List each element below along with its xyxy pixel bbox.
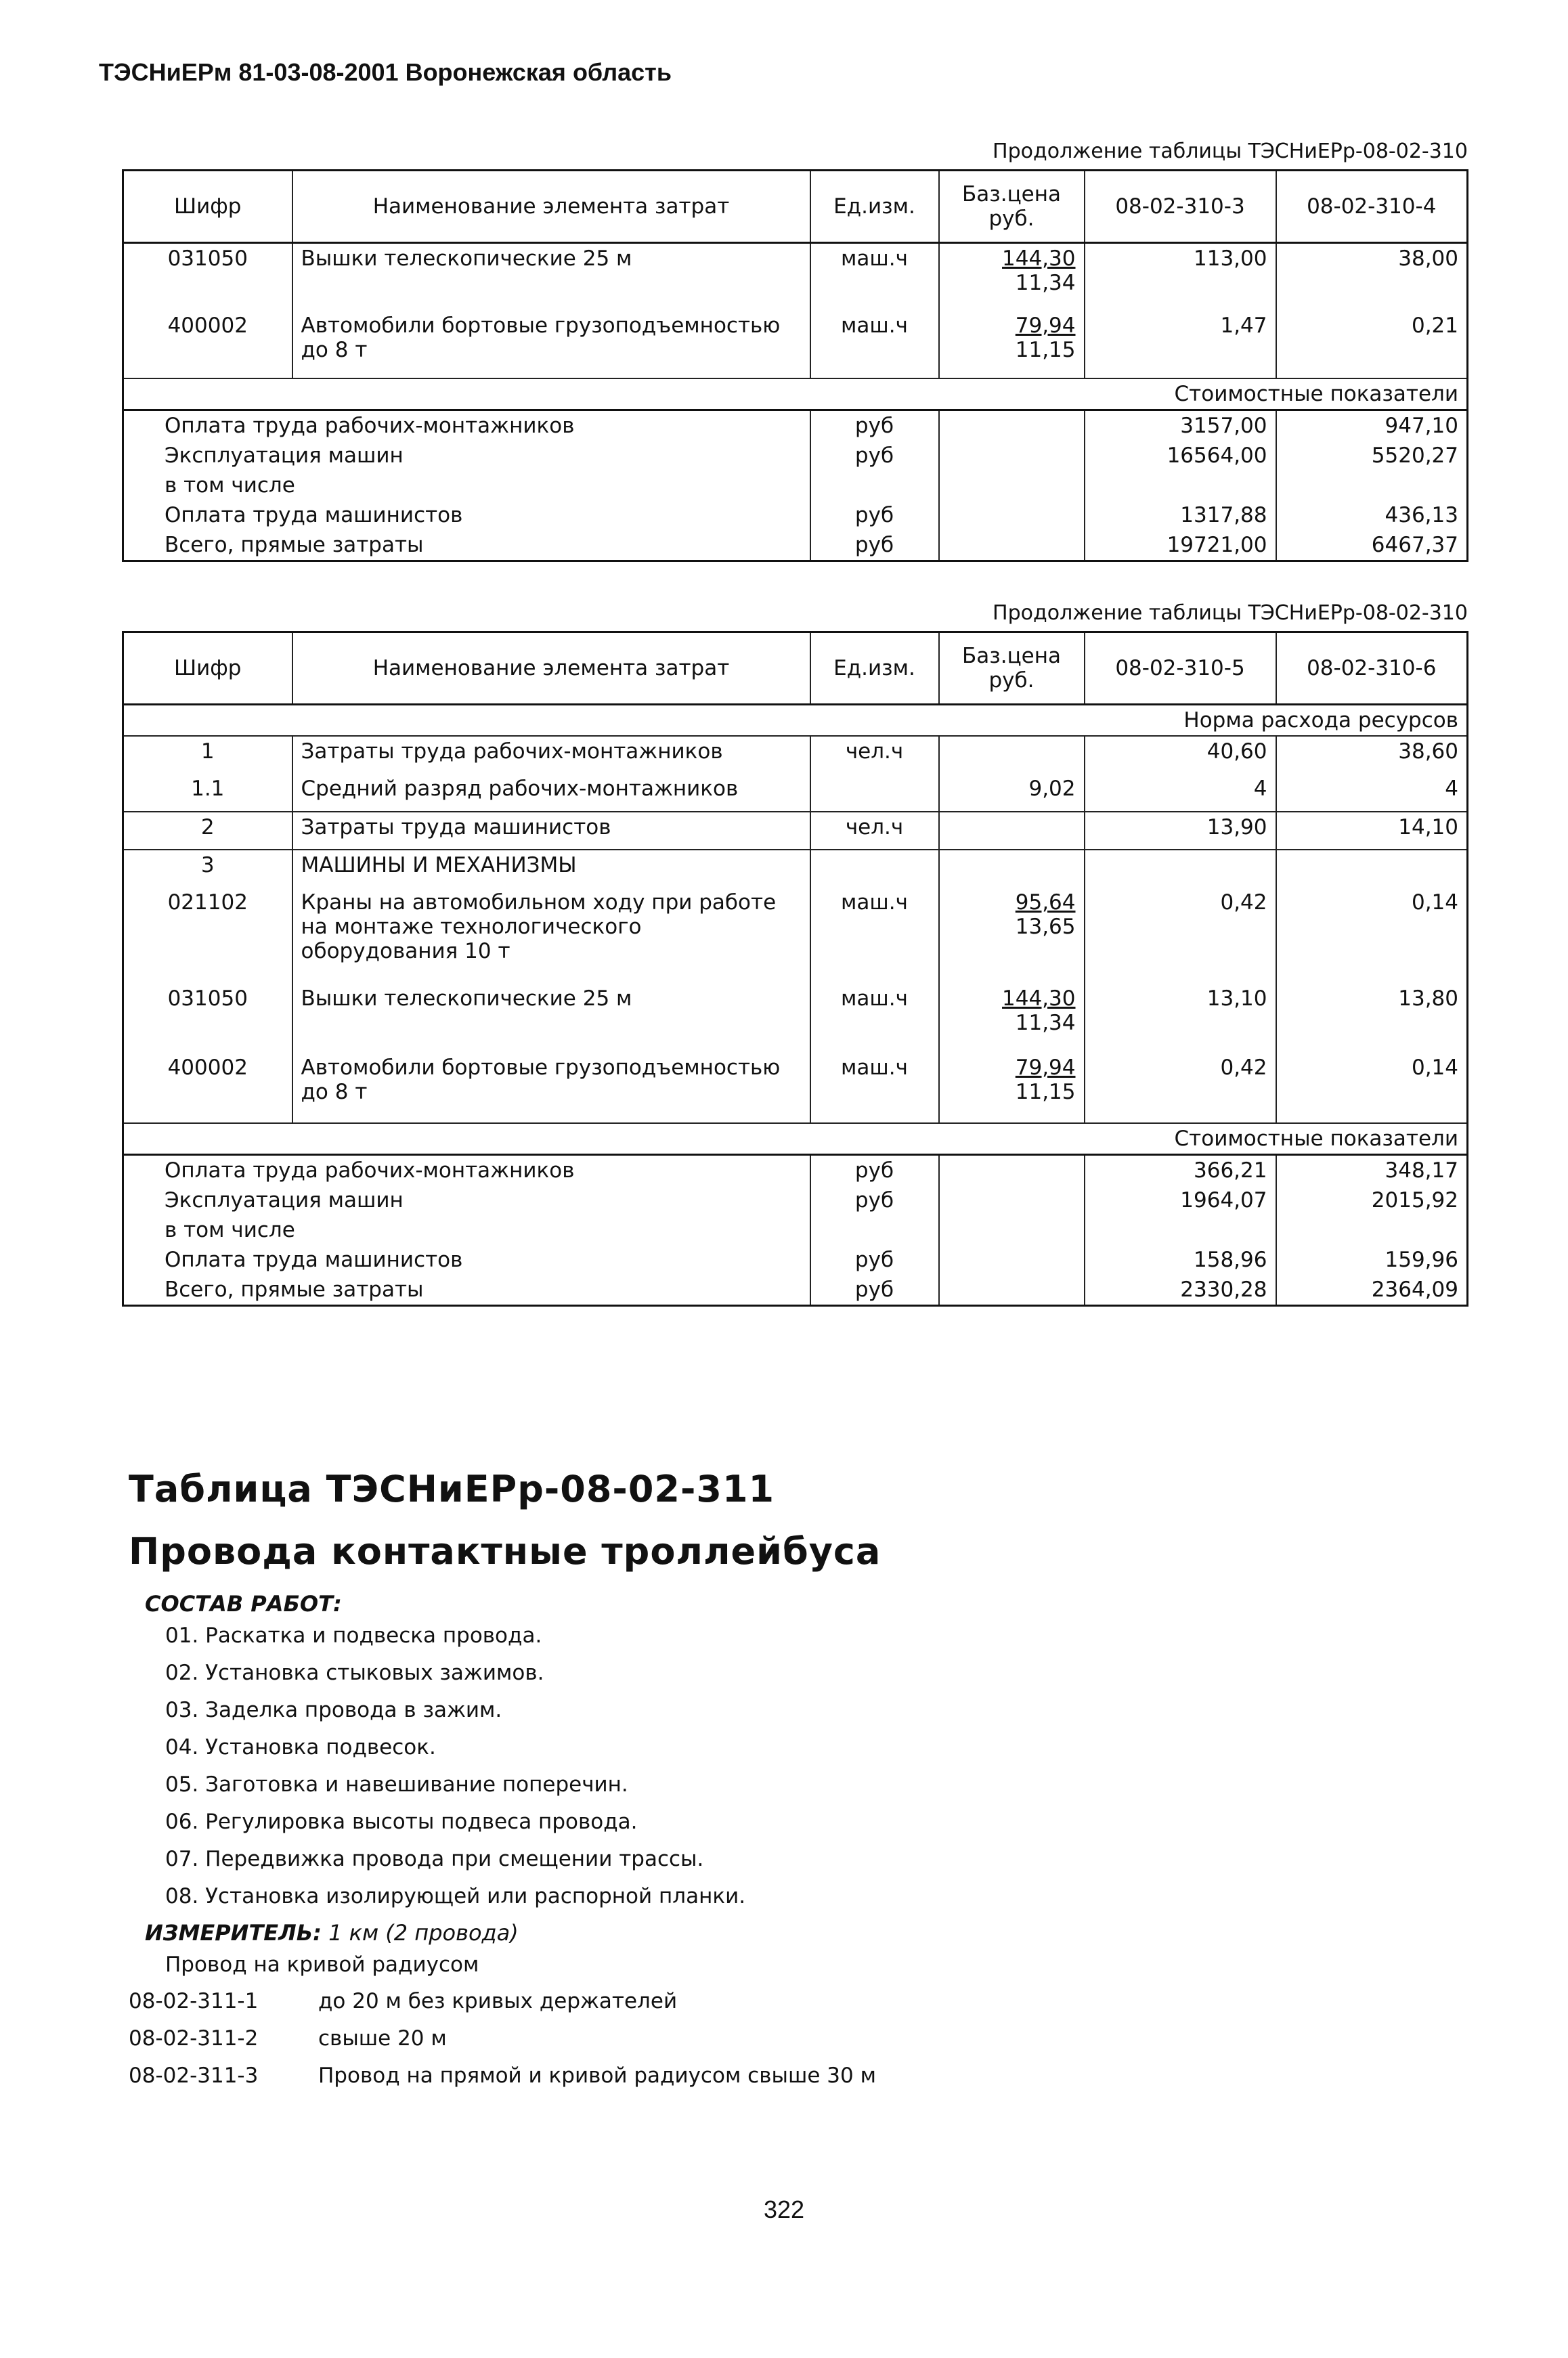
cost-unit: [810, 1215, 939, 1245]
cost-v2: 6467,37: [1276, 530, 1468, 561]
cost-v1: [1085, 471, 1276, 500]
cost-row: [123, 500, 1468, 530]
variant-text: свыше 20 м: [318, 2026, 447, 2051]
work-item: 01. Раскатка и подвеска провода.: [165, 1623, 542, 1648]
cost-v2: 436,13: [1276, 500, 1468, 530]
variant-code: 08-02-311-2: [129, 2026, 259, 2051]
cost-row: [123, 530, 1468, 561]
row-code: 021102: [123, 888, 292, 984]
cost-v1: 19721,00: [1085, 530, 1276, 561]
variant-text: Провод на прямой и кривой радиусом свыше 30 м: [318, 2064, 876, 2088]
cost-row: [123, 471, 1468, 500]
table1-header-row: [123, 171, 1468, 243]
section-row: [123, 705, 1468, 737]
cost-label: Оплата труда машинистов: [123, 1245, 810, 1275]
price-base: 144,30: [1002, 246, 1076, 271]
col-price-header: Баз.цена руб.: [939, 171, 1085, 243]
price-wage: 11,34: [1015, 271, 1076, 295]
row-unit: маш.ч: [810, 984, 939, 1053]
row-unit: маш.ч: [810, 1053, 939, 1123]
cost-v2: 2364,09: [1276, 1275, 1468, 1306]
row-unit: маш.ч: [810, 888, 939, 984]
row-v2: 0,14: [1276, 1053, 1468, 1123]
row-unit: маш.ч: [810, 311, 939, 378]
document-header: ТЭСНиЕРм 81-03-08-2001 Воронежская область: [99, 58, 672, 86]
cost-price: [939, 1155, 1085, 1186]
row-v1: 4: [1085, 774, 1276, 812]
row-price: [939, 1053, 1085, 1123]
row-v2: 13,80: [1276, 984, 1468, 1053]
col-v1-header: 08-02-310-5: [1085, 632, 1276, 705]
table-row: [123, 984, 1468, 1053]
work-item: 07. Передвижка провода при смещении трассы.: [165, 1847, 704, 1871]
section-row: [123, 378, 1468, 410]
work-item: 06. Регулировка высоты подвеса провода.: [165, 1810, 638, 1834]
table-title: Таблица ТЭСНиЕРр-08-02-311: [129, 1468, 775, 1510]
col-v2-header: 08-02-310-4: [1276, 171, 1468, 243]
row-v2: 38,60: [1276, 736, 1468, 774]
cost-unit: [810, 471, 939, 500]
row-code: 3: [123, 850, 292, 888]
row-price: [939, 243, 1085, 311]
table1: [122, 169, 1468, 562]
cost-price: [939, 441, 1085, 471]
row-unit: маш.ч: [810, 243, 939, 311]
table-row: [123, 243, 1468, 311]
cost-label: Эксплуатация машин: [123, 441, 810, 471]
cost-unit: руб: [810, 1275, 939, 1306]
row-price: 9,02: [939, 774, 1085, 812]
table1-caption: Продолжение таблицы ТЭСНиЕРр-08-02-310: [993, 139, 1468, 163]
row-v2: [1276, 850, 1468, 888]
work-item: 05. Заготовка и навешивание поперечин.: [165, 1772, 628, 1797]
measure-value: 1 км (2 провода): [328, 1920, 519, 1946]
table-row: [123, 736, 1468, 774]
works-heading: СОСТАВ РАБОТ:: [145, 1591, 342, 1617]
cost-v1: 158,96: [1085, 1245, 1276, 1275]
cost-v1: 366,21: [1085, 1155, 1276, 1186]
row-code: 031050: [123, 243, 292, 311]
cost-price: [939, 1185, 1085, 1215]
cost-unit: руб: [810, 410, 939, 441]
cost-v1: 1964,07: [1085, 1185, 1276, 1215]
row-unit: [810, 850, 939, 888]
variant-text: до 20 м без кривых держателей: [318, 1989, 678, 2013]
row-code: 400002: [123, 1053, 292, 1123]
cost-label: Всего, прямые затраты: [123, 530, 810, 561]
cost-unit: руб: [810, 530, 939, 561]
table-row: [123, 774, 1468, 812]
row-name: Вышки телескопические 25 м: [292, 984, 810, 1053]
row-name: Средний разряд рабочих-монтажников: [292, 774, 810, 812]
row-v2: 38,00: [1276, 243, 1468, 311]
row-v1: [1085, 850, 1276, 888]
col-name-header: Наименование элемента затрат: [292, 632, 810, 705]
cost-v2: [1276, 1215, 1468, 1245]
col-code-header: Шифр: [123, 632, 292, 705]
cost-v2: 947,10: [1276, 410, 1468, 441]
measure-line: [145, 1920, 519, 1946]
col-name-header: Наименование элемента затрат: [292, 171, 810, 243]
cost-unit: руб: [810, 1245, 939, 1275]
row-price: [939, 311, 1085, 378]
cost-label: в том числе: [123, 471, 810, 500]
cost-price: [939, 530, 1085, 561]
measure-label: ИЗМЕРИТЕЛЬ:: [145, 1920, 322, 1946]
cost-row: [123, 1245, 1468, 1275]
table-row: [123, 311, 1468, 378]
cost-label: Всего, прямые затраты: [123, 1275, 810, 1306]
row-v2: 14,10: [1276, 812, 1468, 850]
variants-group-label: Провод на кривой радиусом: [165, 1952, 479, 1977]
row-price: [939, 850, 1085, 888]
cost-unit: руб: [810, 1155, 939, 1186]
cost-v1: 1317,88: [1085, 500, 1276, 530]
cost-v2: 2015,92: [1276, 1185, 1468, 1215]
price-wage: 13,65: [1015, 915, 1076, 939]
table-row: [123, 812, 1468, 850]
price-wage: 11,15: [1015, 337, 1076, 362]
table-row: [123, 1053, 1468, 1123]
row-v2: 4: [1276, 774, 1468, 812]
cost-v1: 16564,00: [1085, 441, 1276, 471]
cost-price: [939, 410, 1085, 441]
table2-caption: Продолжение таблицы ТЭСНиЕРр-08-02-310: [993, 601, 1468, 625]
row-v1: 13,90: [1085, 812, 1276, 850]
cost-label: Эксплуатация машин: [123, 1185, 810, 1215]
row-name: Затраты труда рабочих-монтажников: [292, 736, 810, 774]
row-v1: 0,42: [1085, 1053, 1276, 1123]
row-code: 031050: [123, 984, 292, 1053]
cost-price: [939, 1215, 1085, 1245]
table-row: [123, 850, 1468, 888]
table2: [122, 631, 1468, 1307]
cost-row: [123, 1185, 1468, 1215]
variant-code: 08-02-311-1: [129, 1989, 259, 2013]
row-unit: [810, 774, 939, 812]
row-price: [939, 888, 1085, 984]
cost-section-label: Стоимостные показатели: [123, 378, 1468, 410]
row-name: МАШИНЫ И МЕХАНИЗМЫ: [292, 850, 810, 888]
cost-row: [123, 1275, 1468, 1306]
cost-v2: [1276, 471, 1468, 500]
row-price: [939, 736, 1085, 774]
row-v1: 0,42: [1085, 888, 1276, 984]
col-unit-header: Ед.изм.: [810, 171, 939, 243]
cost-row: [123, 1155, 1468, 1186]
row-code: 1.1: [123, 774, 292, 812]
table-row: [123, 888, 1468, 984]
row-v2: 0,14: [1276, 888, 1468, 984]
cost-v1: 3157,00: [1085, 410, 1276, 441]
row-code: 1: [123, 736, 292, 774]
cost-v1: 2330,28: [1085, 1275, 1276, 1306]
cost-row: [123, 1215, 1468, 1245]
cost-price: [939, 1245, 1085, 1275]
table2-header-row: [123, 632, 1468, 705]
cost-price: [939, 500, 1085, 530]
col-v1-header: 08-02-310-3: [1085, 171, 1276, 243]
price-wage: 11,15: [1015, 1080, 1076, 1104]
col-v2-header: 08-02-310-6: [1276, 632, 1468, 705]
col-unit-header: Ед.изм.: [810, 632, 939, 705]
row-price: [939, 812, 1085, 850]
work-item: 03. Заделка провода в зажим.: [165, 1698, 502, 1722]
section-row: [123, 1123, 1468, 1155]
row-code: 2: [123, 812, 292, 850]
row-v1: 1,47: [1085, 311, 1276, 378]
col-code-header: Шифр: [123, 171, 292, 243]
row-v2: 0,21: [1276, 311, 1468, 378]
price-base: 79,94: [1015, 1055, 1076, 1080]
work-item: 04. Установка подвесок.: [165, 1735, 436, 1760]
cost-price: [939, 1275, 1085, 1306]
row-v1: 13,10: [1085, 984, 1276, 1053]
row-name: Затраты труда машинистов: [292, 812, 810, 850]
cost-row: [123, 410, 1468, 441]
cost-section-label: Стоимостные показатели: [123, 1123, 1468, 1155]
row-price: [939, 984, 1085, 1053]
row-name: Автомобили бортовые грузоподъемностью до 8 т: [292, 1053, 810, 1123]
row-v1: 40,60: [1085, 736, 1276, 774]
row-code: 400002: [123, 311, 292, 378]
row-name: Краны на автомобильном ходу при работе на монтаже технологического оборудования 10 т: [292, 888, 810, 984]
cost-v2: 159,96: [1276, 1245, 1468, 1275]
col-price-header: Баз.цена руб.: [939, 632, 1085, 705]
cost-v2: 5520,27: [1276, 441, 1468, 471]
page-number: 322: [763, 2196, 805, 2223]
cost-unit: руб: [810, 441, 939, 471]
cost-label: Оплата труда рабочих-монтажников: [123, 410, 810, 441]
row-v1: 113,00: [1085, 243, 1276, 311]
cost-label: в том числе: [123, 1215, 810, 1245]
price-base: 144,30: [1002, 986, 1076, 1011]
cost-v2: 348,17: [1276, 1155, 1468, 1186]
row-unit: чел.ч: [810, 736, 939, 774]
cost-unit: руб: [810, 500, 939, 530]
work-item: 08. Установка изолирующей или распорной планки.: [165, 1884, 746, 1908]
cost-v1: [1085, 1215, 1276, 1245]
table-subtitle: Провода контактные троллейбуса: [129, 1530, 881, 1573]
price-wage: 11,34: [1015, 1011, 1076, 1035]
price-base: 95,64: [1015, 890, 1076, 915]
cost-row: [123, 441, 1468, 471]
cost-price: [939, 471, 1085, 500]
cost-unit: руб: [810, 1185, 939, 1215]
row-name: Автомобили бортовые грузоподъемностью до 8 т: [292, 311, 810, 378]
cost-label: Оплата труда машинистов: [123, 500, 810, 530]
norm-section-label: Норма расхода ресурсов: [123, 705, 1468, 737]
variant-code: 08-02-311-3: [129, 2064, 259, 2088]
price-base: 79,94: [1015, 313, 1076, 338]
row-unit: чел.ч: [810, 812, 939, 850]
work-item: 02. Установка стыковых зажимов.: [165, 1661, 544, 1685]
cost-label: Оплата труда рабочих-монтажников: [123, 1155, 810, 1186]
row-name: Вышки телескопические 25 м: [292, 243, 810, 311]
